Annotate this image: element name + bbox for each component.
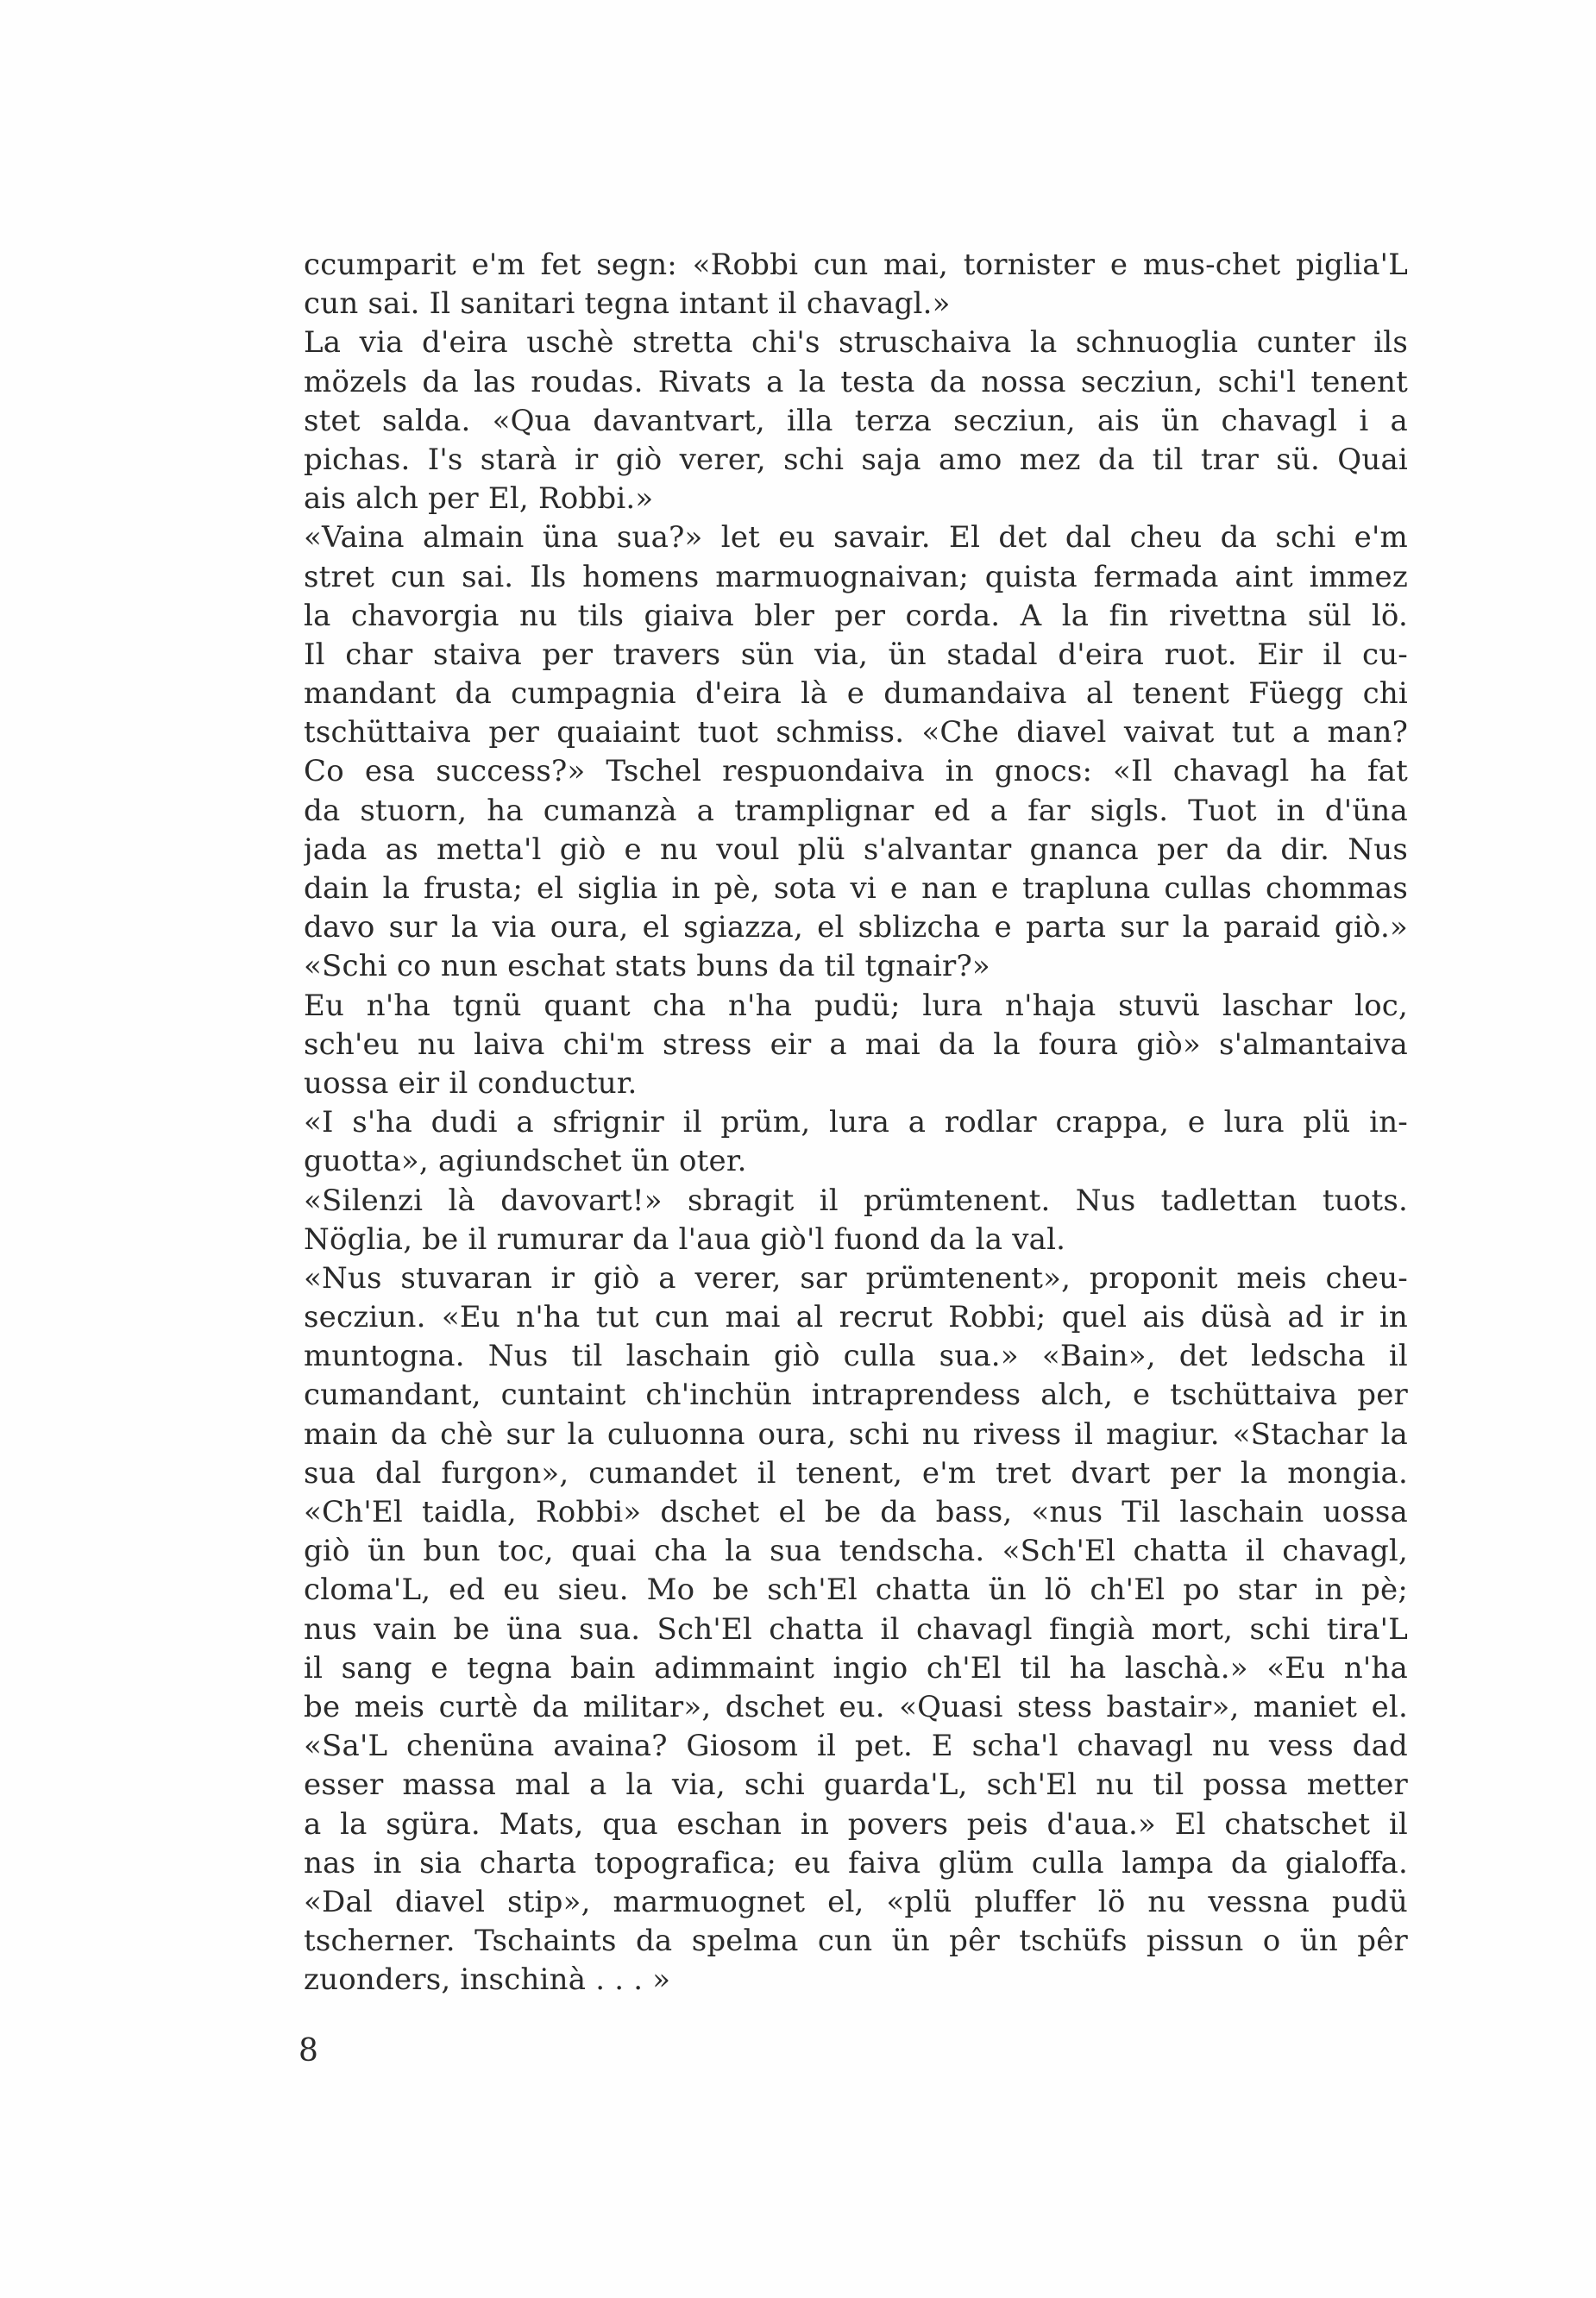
text-line: cumandant, cuntaint ch'inchün intraprendess alch, e tschüttaiva per — [304, 1378, 1408, 1413]
text-line: stet salda. «Qua davantvart, illa terza secziun, ais ün chavagl i a — [304, 403, 1408, 438]
text-line: «Ch'El taidla, Robbi» dschet el be da bass, «nus Til laschain uossa — [304, 1495, 1408, 1529]
text-line: la chavorgia nu tils giaiva bler per corda. A la fin rivettna sül lö. — [304, 598, 1408, 633]
text-line: da stuorn, ha cumanzà a tramplignar ed a far sigls. Tuot in d'üna — [304, 793, 1408, 828]
text-line: giò ün bun toc, quai cha la sua tendscha. «Sch'El chatta il chavagl, — [304, 1534, 1408, 1569]
text-line: La via d'eira uschè stretta chi's struschaiva la schnuoglia cunter ils — [304, 325, 1408, 361]
text-line: cun sai. Il sanitari tegna intant il chavagl.» — [304, 286, 951, 322]
text-line: «Vaina almain üna sua?» let eu savair. El det dal cheu da schi e'm — [304, 520, 1408, 556]
text-line: Co esa success?» Tschel respuondaiva in gnocs: «Il chavagl ha fat — [304, 754, 1408, 789]
text-line: «Sa'L chenüna avaina? Giosom il pet. E scha'l chavagl nu vess dad — [304, 1729, 1408, 1764]
text-line: Eu n'ha tgnü quant cha n'ha pudü; lura n'haja stuvü laschar loc, — [304, 988, 1408, 1023]
text-line: sua dal furgon», cumandet il tenent, e'm tret dvart per la mongia. — [304, 1455, 1408, 1491]
text-line: zuonders, inschinà . . . » — [304, 1962, 671, 1998]
text-line: jada as metta'l giò e nu voul plü s'alvantar gnanca per da dir. Nus — [304, 832, 1408, 867]
text-line: mözels da las roudas. Rivats a la testa da nossa secziun, schi'l tenent — [304, 364, 1408, 399]
text-line: cloma'L, ed eu sieu. Mo be sch'El chatta ün lö ch'El po star in pè; — [304, 1573, 1408, 1608]
text-line: ais alch per El, Robbi.» — [304, 481, 654, 517]
body-text — [304, 246, 1408, 2000]
text-line: nus vain be üna sua. Sch'El chatta il chavagl fingià mort, schi tira'L — [304, 1611, 1408, 1647]
text-line: Nöglia, be il rumurar da l'aua giò'l fuond da la val. — [304, 1221, 1066, 1257]
text-line: muntogna. Nus til laschain giò culla sua.» «Bain», det ledscha il — [304, 1339, 1408, 1374]
text-line: nas in sia charta topografica; eu faiva glüm culla lampa da gialoffa. — [304, 1845, 1408, 1880]
text-line: guotta», agiundschet ün oter. — [304, 1144, 747, 1179]
text-line: pichas. I's starà ir giò verer, schi saja amo mez da til trar sü. Quai — [304, 442, 1408, 477]
text-line: tscherner. Tschaints da spelma cun ün pêr tschüfs pissun o ün pêr — [304, 1924, 1408, 1959]
text-line: «I s'ha dudi a sfrignir il prüm, lura a rodlar crappa, e lura plü in- — [304, 1105, 1408, 1140]
page-number: 8 — [298, 2033, 318, 2069]
text-line: «Schi co nun eschat stats buns da til tgnair?» — [304, 949, 990, 984]
text-line: davo sur la via oura, el sgiazza, el sblizcha e parta sur la paraid giò.» — [304, 910, 1408, 945]
text-line: Il char staiva per travers sün via, ün stadal d'eira ruot. Eir il cu- — [304, 637, 1408, 672]
text-line: il sang e tegna bain adimmaint ingio ch'El til ha laschà.» «Eu n'ha — [304, 1650, 1408, 1686]
text-line: «Silenzi là davovart!» sbragit il prümtenent. Nus tadlettan tuots. — [304, 1183, 1408, 1218]
text-line: mandant da cumpagnia d'eira là e dumandaiva al tenent Füegg chi — [304, 676, 1408, 712]
text-line: stret cun sai. Ils homens marmuognaivan; quista fermada aint immez — [304, 559, 1408, 594]
text-line: be meis curtè da militar», dschet eu. «Quasi stess bastair», maniet el. — [304, 1689, 1408, 1724]
text-line: tschüttaiva per quaiaint tuot schmiss. «Che diavel vaivat tut a man? — [304, 715, 1408, 750]
text-line: main da chè sur la culuonna oura, schi nu rivess il magiur. «Stachar la — [304, 1416, 1408, 1452]
text-line: «Dal diavel stip», marmuognet el, «plü pluffer lö nu vessna pudü — [304, 1884, 1408, 1919]
text-line: «Nus stuvaran ir giò a verer, sar prümtenent», proponit meis cheu- — [304, 1260, 1408, 1296]
text-line: dain la frusta; el siglia in pè, sota vi e nan e trapluna cullas chommas — [304, 871, 1408, 906]
text-line: esser massa mal a la via, schi guarda'L, sch'El nu til possa metter — [304, 1767, 1408, 1803]
text-line: sch'eu nu laiva chi'm stress eir a mai da la foura giò» s'almantaiva — [304, 1027, 1408, 1062]
text-line: ccumparit e'm fet segn: «Robbi cun mai, tornister e mus-chet piglia'L — [304, 248, 1408, 282]
text-line: secziun. «Eu n'ha tut cun mai al recrut Robbi; quel ais düsà ad ir in — [304, 1300, 1408, 1335]
text-line: a la sgüra. Mats, qua eschan in povers peis d'aua.» El chatschet il — [304, 1806, 1408, 1842]
text-line: uossa eir il conductur. — [304, 1065, 638, 1101]
